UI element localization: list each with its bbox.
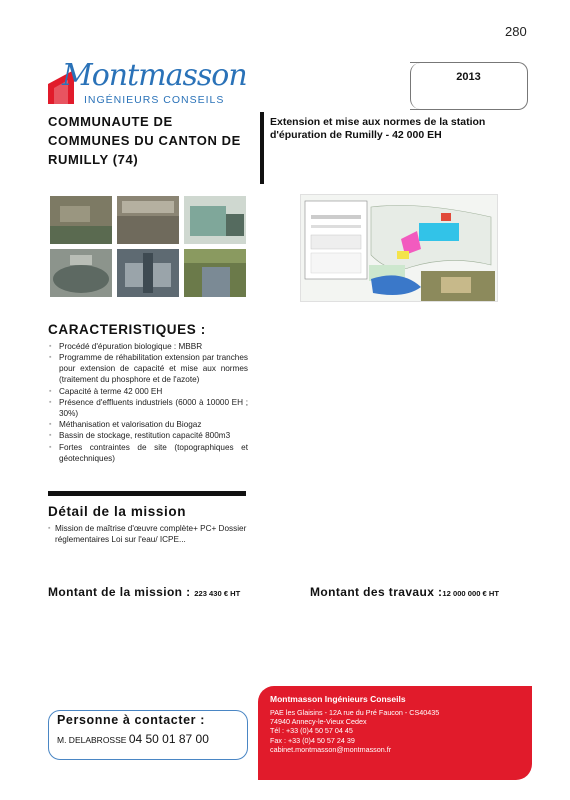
page-number: 280 xyxy=(505,24,527,39)
site-photo xyxy=(117,249,179,297)
mission-amount-label: Montant de la mission : xyxy=(48,585,191,599)
company-phone: Tél : +33 (0)4 50 57 04 45 xyxy=(270,726,353,736)
characteristics-title: CARACTERISTIQUES : xyxy=(48,322,206,337)
company-email[interactable]: cabinet.montmasson@montmasson.fr xyxy=(270,744,392,754)
company-card xyxy=(258,686,532,780)
site-plan-image xyxy=(300,194,498,302)
contact-phone: 04 50 01 87 00 xyxy=(128,732,209,746)
project-year: 2013 xyxy=(456,71,481,83)
works-amount xyxy=(310,585,499,599)
contact-title: Personne à contacter : xyxy=(57,713,205,727)
company-city: 74940 Annecy-le-Vieux Cedex xyxy=(270,717,367,727)
mission-amount-value: 223 430 € HT xyxy=(194,589,241,598)
client-name: COMMUNAUTE DE COMMUNES DU CANTON DE RUMILLY (74) xyxy=(48,114,241,167)
site-photo xyxy=(184,249,246,297)
contact-details xyxy=(57,732,209,746)
contact-name: M. DELABROSSE xyxy=(57,735,127,745)
site-photo xyxy=(184,196,246,244)
mission-divider xyxy=(48,491,246,496)
contact-box xyxy=(48,710,248,760)
works-amount-label: Montant des travaux : xyxy=(310,585,443,599)
site-photo xyxy=(117,196,179,244)
company-logo xyxy=(28,58,247,110)
project-divider xyxy=(260,112,264,184)
photo-gallery xyxy=(50,196,246,298)
list-item: ▪ Programme de réhabilitation extension par tranches pour extension de capacité et mise aux normes (traitement du phosphore et de l'azote) xyxy=(48,352,248,385)
project-title: Extension et mise aux normes de la station d'épuration de Rumilly - 42 000 EH xyxy=(270,116,486,141)
company-address: PAE les Glaisins - 12A rue du Pré Faucon - CS40435 xyxy=(270,708,440,717)
works-amount-value: 12 000 000 € HT xyxy=(442,589,499,598)
list-item: ▪ Fortes contraintes de site (topographiques et géotechniques) xyxy=(48,442,248,464)
site-photo xyxy=(50,196,112,244)
list-item: ▪ Présence d'effluents industriels (6000 à 10000 EH ; 30%) xyxy=(48,397,248,419)
list-item: ▪ Capacité à terme 42 000 EH xyxy=(48,386,248,397)
mission-amount xyxy=(48,585,240,599)
list-item: ▪ Bassin de stockage, restitution capacité 800m3 xyxy=(48,430,248,441)
list-item: ▪ Méthanisation et valorisation du Biogaz xyxy=(48,419,248,430)
year-box xyxy=(410,62,528,110)
logo-wordmark: Montmasson xyxy=(62,58,247,93)
mission-description: ▪ Mission de maîtrise d'œuvre complète+ PC+ Dossier réglementaires Loi sur l'eau/ ICPE... xyxy=(48,523,248,545)
mission-title: Détail de la mission xyxy=(48,504,187,519)
logo-subtitle: INGÉNIEURS CONSEILS xyxy=(84,94,225,106)
site-photo xyxy=(50,249,112,297)
characteristics-list xyxy=(48,341,248,464)
list-item: ▪ Procédé d'épuration biologique : MBBR xyxy=(48,341,248,352)
company-name: Montmasson Ingénieurs Conseils xyxy=(270,694,406,704)
company-fax: Fax : +33 (0)4 50 57 24 39 xyxy=(270,735,355,745)
